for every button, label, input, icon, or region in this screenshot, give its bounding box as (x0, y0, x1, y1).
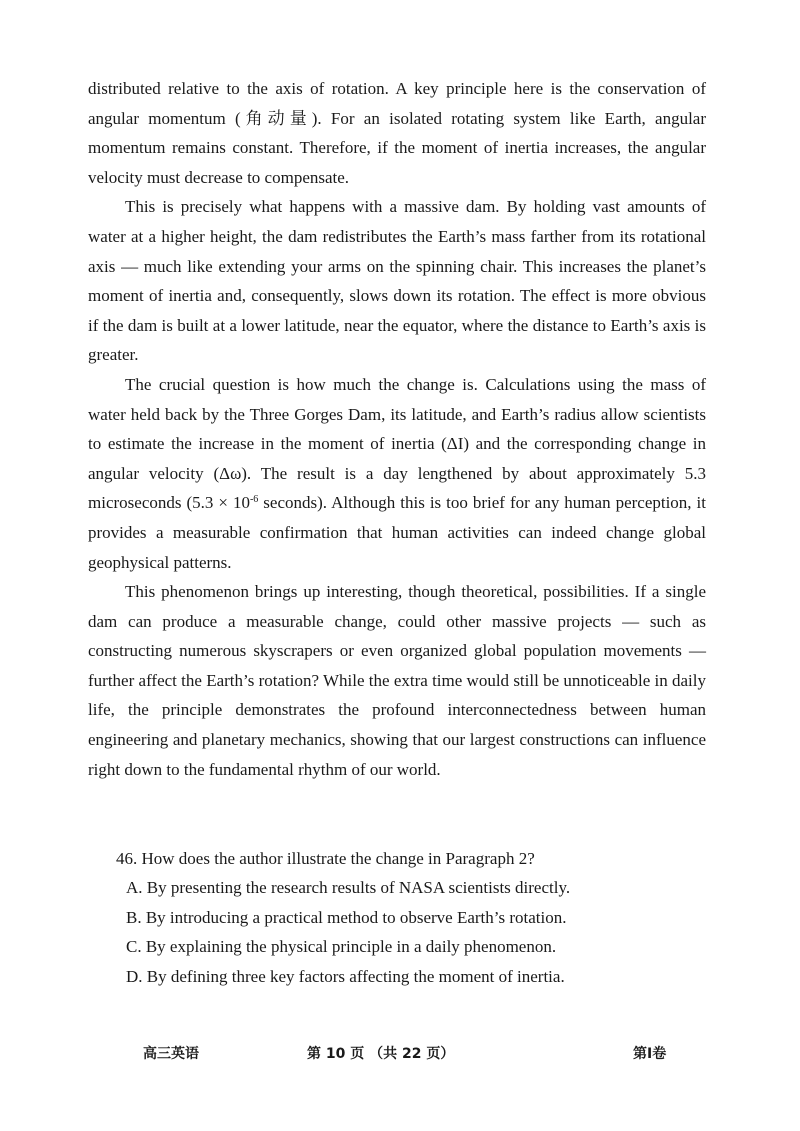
option-a: A. By presenting the research results of NASA scientists directly. (126, 878, 571, 897)
question-46 (116, 845, 716, 991)
paragraph-3 (88, 370, 706, 577)
paragraph-3-text-a: The crucial question is how much the change is. Calculations using the mass of water held back by the Three Gorges Dam, its latitude, and Earth’s radius allow scientists to estimate the increase in the moment of inertia (ΔI) and the corresponding change in angular velocity (Δω). The result is a day lengthened by about approximately 5.3 microseconds (5.3 × 10 (88, 374, 706, 513)
passage-body (88, 74, 706, 784)
option-b: B. By introducing a practical method to observe Earth’s rotation. (126, 907, 567, 927)
paragraph-4: This phenomenon brings up interesting, though theoretical, possibilities. If a single dam can produce a measurable change, could other massive projects — such as constructing numerous skyscrapers or even organized global population movements — further affect the Earth’s rotation? While the extra time would still be unnoticeable in daily life, the principle demonstrates the profound interconnectedness between human engineering and planetary mechanics, showing that our largest constructions can influence right down to the fundamental rhythm of our world. (88, 582, 706, 779)
option-d: D. By defining three key factors affecting the moment of inertia. (126, 966, 565, 986)
paragraph-2: This is precisely what happens with a massive dam. By holding vast amounts of water at a higher height, the dam redistributes the Earth’s mass farther from its rotational axis — much like extending your arms on the spinning chair. This increases the planet’s moment of inertia and, consequently, slows down its rotation. The effect is more obvious if the dam is built at a lower latitude, near the equator, where the distance to Earth’s axis is greater. (88, 197, 706, 365)
page-footer (0, 1043, 800, 1067)
paragraph-1: distributed relative to the axis of rotation. A key principle here is the conservation of angular momentum (角动量). For an isolated rotating system like Earth, angular momentum remains constant. Therefore, if the moment of inertia increases, the angular velocity must decrease to compensate. (88, 79, 706, 187)
option-c: C. By explaining the physical principle in a daily phenomenon. (126, 937, 557, 956)
exponent: -6 (249, 494, 259, 506)
footer-volume: 第Ⅰ卷 (633, 1046, 667, 1062)
paragraph-3-text-b: seconds). Although this is too brief for any human perception, it provides a measurable confirmation that human activities can indeed change global geophysical patterns. (88, 493, 706, 572)
question-stem: 46. How does the author illustrate the change in Paragraph 2? (116, 849, 535, 868)
footer-page-number: 第 10 页 （共 22 页） (307, 1046, 455, 1062)
footer-subject: 高三英语 (143, 1046, 199, 1062)
